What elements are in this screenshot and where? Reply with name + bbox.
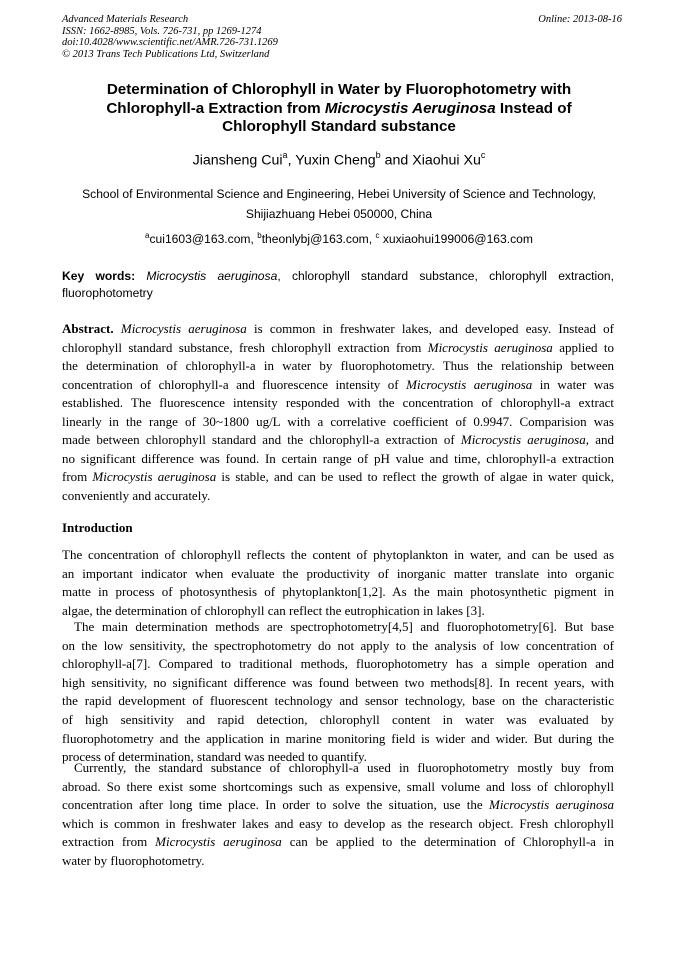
abstract [62, 320, 614, 505]
body-line: an important indicator when evaluate the productivity of inorganic matter translate into organic [62, 565, 614, 581]
abstract-text: in water was [532, 376, 614, 392]
abstract-text: , and [585, 432, 614, 447]
keyword-species: Microcystis aeruginosa [146, 269, 278, 283]
keywords-label: Key words: [62, 269, 136, 283]
body-line: of high sensitivity and rapid detection, chlorophyll content in water was evaluated by [62, 711, 614, 727]
keywords-line-2: fluorophotometry [62, 286, 153, 300]
body-line [62, 796, 614, 815]
body-line [62, 833, 614, 852]
email-b: theonlybj@163.com, [261, 232, 376, 247]
species-name: Microcystis aeruginosa [460, 432, 586, 447]
journal-header [62, 14, 622, 60]
title-text: Instead of [495, 99, 572, 117]
body-line: process of determination, standard was needed to quantify. [62, 749, 367, 765]
author-1-mark: a [282, 150, 288, 160]
abstract-text: chlorophyll standard substance, fresh chlorophyll extraction from [62, 339, 428, 355]
online-date: Online: 2013-08-16 [538, 14, 622, 25]
author-3-mark: c [480, 150, 486, 160]
abstract-line: linearly in the range of 30~1800 ug/L with a correlative coefficient of 0.9947. Comparision was [62, 413, 614, 429]
author-3: and Xiaohui Xu [380, 152, 481, 169]
copyright-line: © 2013 Trans Tech Publications Ltd, Switzerland [62, 48, 270, 60]
abstract-text: concentration of chlorophyll-a and fluorescence intensity of [62, 376, 407, 392]
issn-line: ISSN: 1662-8985, Vols. 726-731, pp 1269-1274 [62, 25, 262, 37]
abstract-line [62, 376, 614, 395]
abstract-line [62, 468, 614, 487]
author-2-mark: b [375, 150, 381, 160]
species-name: Microcystis aeruginosa [406, 376, 533, 392]
body-line: chlorophyll-a[7]. Compared to traditional methods, fluorophotometry has a simple operation and [62, 656, 614, 672]
body-line: algae, the determination of chlorophyll can reflect the eutrophication in lakes [3]. [62, 602, 485, 618]
keywords [62, 268, 614, 302]
affiliation [62, 185, 616, 224]
author-emails [62, 228, 616, 247]
abstract-line [62, 339, 614, 358]
doi-line: doi:10.4028/www.scientific.net/AMR.726-731.1269 [62, 37, 278, 48]
species-name: Microcystis aeruginosa [427, 339, 553, 355]
title-line-1: Determination of Chlorophyll in Water by Fluorophotometry with [106, 81, 572, 98]
email-mark: c [375, 231, 380, 240]
title-species: Microcystis Aeruginosa [324, 99, 496, 117]
body-line: high sensitivity, no significant difference was found between two methods[8]. In recent years, with [62, 674, 614, 690]
email-a: cui1603@163.com, [149, 232, 258, 247]
paper-title [62, 81, 616, 137]
author-list [62, 147, 616, 170]
species-name: Microcystis aeruginosa [92, 469, 217, 484]
body-line: water by fluorophotometry. [62, 852, 205, 868]
body-line: abroad. So there exist some shortcomings such as expensive, small volume and loss of chlorophyll [62, 778, 614, 794]
abstract-line: established. The fluorescence intensity responded with the concentration of chlorophyll-a extract [62, 395, 614, 410]
body-text: can be applied to the determination of Chlorophyll-a in [281, 834, 614, 850]
species-name: Microcystis aeruginosa [120, 321, 247, 336]
intro-paragraph-2 [62, 618, 614, 767]
abstract-line: the determination of chlorophyll-a in water by fluorophotometry. Thus the relationship between [62, 358, 614, 373]
abstract-line [62, 431, 614, 450]
affiliation-line-1: School of Environmental Science and Engineering, Hebei University of Science and Technology, [82, 187, 596, 201]
body-line: on the low sensitivity, the spectrophotometry do not apply to the analysis of low concentration of [62, 637, 614, 653]
keywords-rest: , chlorophyll standard substance, chlorophyll extraction, [277, 269, 615, 283]
keywords-line-1 [62, 268, 614, 285]
species-name: Microcystis aeruginosa [488, 797, 615, 813]
body-line: The concentration of chlorophyll reflects the content of phytoplankton in water, and can be used as [62, 547, 614, 562]
body-line: the rapid development of fluorescent technology and sensor technology, base on the characteristic [62, 693, 614, 709]
abstract-line: conveniently and accurately. [62, 487, 211, 503]
abstract-text: applied to [552, 339, 614, 355]
abstract-text: is stable, and can be used to reflect the growth of algae in water quick, [216, 469, 615, 484]
email-mark: a [145, 231, 150, 240]
abstract-text: from [62, 469, 93, 484]
title-line-3: Chlorophyll Standard substance [222, 118, 456, 135]
journal-name: Advanced Materials Research [62, 14, 189, 25]
intro-paragraph-3 [62, 759, 614, 871]
affiliation-line-2: Shijiazhuang Hebei 050000, China [245, 206, 433, 221]
author-2: , Yuxin Cheng [287, 152, 376, 169]
body-text: extraction from [62, 834, 156, 850]
email-c: xuxiaohui199006@163.com [379, 232, 533, 247]
body-line: Currently, the standard substance of chlorophyll-a used in fluorophotometry mostly buy from [74, 760, 614, 775]
species-name: Microcystis aeruginosa [155, 834, 282, 850]
abstract-line: no significant difference was found. In certain range of pH value and time, chlorophyll-a extraction [62, 450, 614, 466]
intro-paragraph-1 [62, 546, 614, 620]
title-line-2 [62, 100, 616, 119]
email-mark: b [257, 231, 262, 240]
abstract-label: Abstract. [62, 321, 114, 336]
body-line: fluorophotometry and the application in marine monitoring field is wider and wider. But during the [62, 730, 614, 746]
section-heading-introduction: Introduction [62, 520, 133, 535]
abstract-text: made between chlorophyll standard and the chlorophyll-a extraction of [62, 432, 461, 447]
body-line: which is common in freshwater lakes and easy to develop as the research object. Fresh chlorophyll [62, 815, 614, 831]
body-line: The main determination methods are spectrophotometry[4,5] and fluorophotometry[6]. But base [74, 619, 614, 634]
abstract-line [62, 320, 614, 339]
body-text: concentration after long time place. In order to solve the situation, use the [62, 797, 489, 813]
author-1: Jiansheng Cui [192, 152, 283, 169]
title-text: Chlorophyll-a Extraction from [106, 99, 325, 117]
body-line: matte in process of photosynthesis of phytoplankton[1,2]. As the main photosynthetic pigment in [62, 584, 614, 600]
abstract-text: is common in freshwater lakes, and developed easy. Instead of [246, 321, 615, 336]
